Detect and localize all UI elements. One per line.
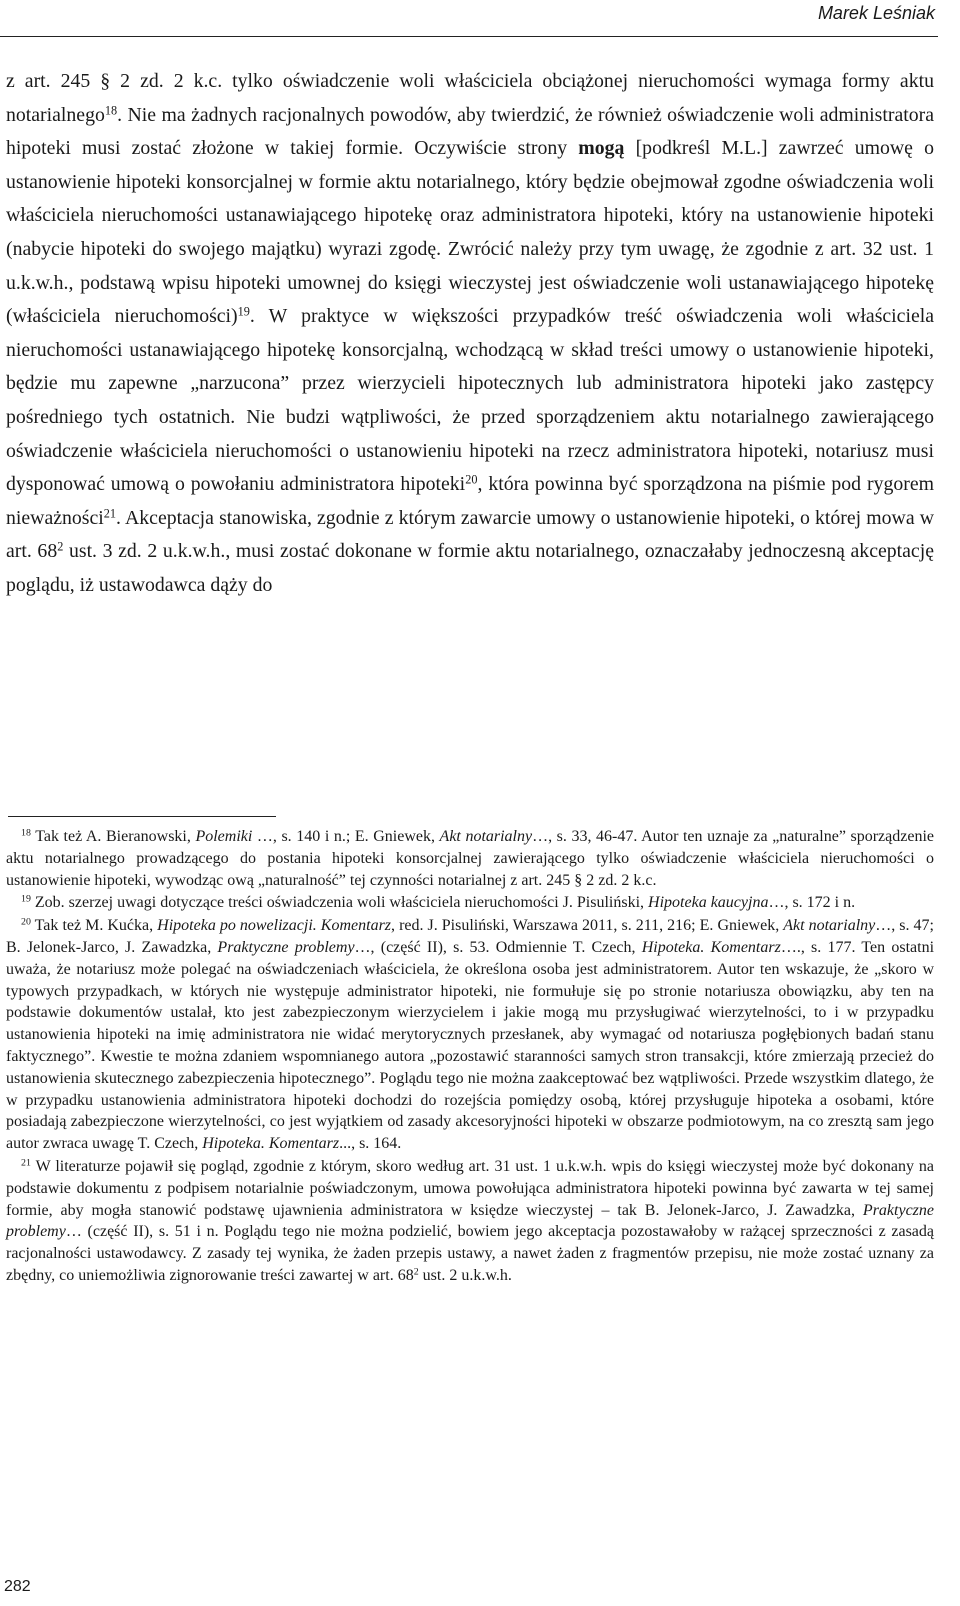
text-run: Zob. szerzej uwagi dotyczące treści oświadczenia woli właściciela nieruchomości J. Pisuliński, xyxy=(30,894,649,912)
footnote-separator xyxy=(8,816,276,817)
footnote-ref-20[interactable]: 20 xyxy=(465,472,478,487)
text-run: [podkreśl M.L.] zawrzeć umowę o ustanowienie hipoteki konsorcjalnej w formie aktu notarialnego, który będzie obejmował zgodne oświadczenia woli właściciela nieruchomości ustanawiającego hipotekę oraz administratora hipoteki, który na ustanowienie hipoteki (nabycie hipoteki do swojego majątku) wyrazi zgodę. Zwrócić należy przy tym uwagę, że zgodnie z art. 32 ust. 1 u.k.w.h., podstawą wpisu hipoteki umownej do księgi wieczystej jest oświadczenie woli ustanawiającego hipotekę (właściciela nieruchomości) xyxy=(6,137,934,328)
text-run: , red. J. Pisuliński, Warszawa 2011, s. 211, 216; E. Gniewek, xyxy=(391,917,784,935)
text-run: …, (część II), s. 53. Odmiennie T. Czech, xyxy=(354,938,642,956)
footnote-number: 18 xyxy=(21,827,31,839)
text-run: W literaturze pojawił się pogląd, zgodnie z którym, skoro według art. 31 ust. 1 u.k.w.h. wpis do księgi wieczystej może być dokonany na podstawie dokumentu z podpisem notarialnie poświadczonym, umowa powołująca administratora hipoteki powinna być zawarta w tej samej formie, aby mogła stanowić podstawę ujawnienia administratora w księdze wieczystej – tak B. Jelonek-Jarco, J. Zawadzka, xyxy=(6,1157,934,1219)
citation-title: Hipoteka. Komentarz xyxy=(202,1135,340,1153)
emphasis-bold: mogą xyxy=(578,137,625,160)
superscript: 2 xyxy=(57,539,64,554)
footnote-number: 19 xyxy=(21,893,31,905)
text-run: …., s. 177. Ten ostatni uważa, że notariusz może polegać na oświadczeniach właściciela, że określona osoba jest administratorem. Autor ten wskazuje, że „skoro w typowych przypadkach, w których nie występuje administrator hipoteki, nie formułuje się po stronie notariusza obowiązku, aby ten na podstawie dokumentów ustalał, kto jest zabezpieczonym wierzycielem i jakie mogą mu przysługiwać wierzytelności, to i w przypadku ustanowienia hipoteki na imię administratora nie widać merytorycznych przesłanek, aby wymagać od notariusza pogłębionych badań stanu faktycznego”. Kwestie te można zdaniem wspomnianego autora „pozostawić staranności samych stron transakcji, które zmierzają przecież do ustanowienia skutecznego zabezpieczenia hipotecznego”. Poglądu tego nie można zaakceptować bez wątpliwości. Przede wszystkim dlatego, że w przypadku ustanowienia administratora hipoteki dochodzi do rozejścia pomiędzy osobą, której przysługuje hipoteka a osobami, które posiadają zabezpieczone wierzytelności, co jest wyjątkiem od zasady akcesoryjności hipoteki w obszarze podmiotowym, na co zresztą sam jego autor zwraca uwagę T. Czech, xyxy=(6,938,935,1153)
footnote-20 xyxy=(6,915,934,1155)
citation-title: Polemiki xyxy=(195,828,253,845)
footnote-18 xyxy=(6,826,934,891)
text-run: …, s. 140 i n.; E. Gniewek, xyxy=(252,828,440,845)
text-run: . Nie ma żadnych racjonalnych powodów, aby twierdzić, że również oświadczenie woli administratora hipoteki musi zostać złożone w takiej formie. Oczywiście strony xyxy=(6,103,934,160)
citation-title: Hipoteka kaucyjna xyxy=(648,894,769,912)
text-run: …, s. 172 i n. xyxy=(768,894,856,912)
footnote-number: 21 xyxy=(21,1157,31,1169)
text-run: … (część II), s. 51 i n. Poglądu tego nie można podzielić, bowiem jego akceptacja pozostawałoby w rażącej sprzeczności z zasadą racjonalności ustawodawcy. Z zasady tej wynika, że żaden przepis ustawy, a nawet żaden z fragmentów przepisu, nie może zostać uznany za zbędny, co uniemożliwia zignorowanie treści zawartej w art. 68 xyxy=(6,1223,934,1284)
citation-title: Hipoteka po nowelizacji. Komentarz xyxy=(157,917,392,935)
text-run: Tak też M. Kućka, xyxy=(30,917,158,935)
footnote-number: 20 xyxy=(21,916,31,928)
text-run: …, s. 33, 46-47. Autor ten uznaje za „naturalne” sporządzenie aktu notarialnego prowadzącego do postania hipoteki konsorcjalnej zawierającego tylko oświadczenie właściciela nieruchomości o ustanowienie hipoteki, wywodząc ową „naturalność” tej czynności notarialnej z art. 245 § 2 zd. 2 k.c. xyxy=(6,828,934,889)
footnotes xyxy=(6,826,934,1287)
main-paragraph xyxy=(6,65,934,603)
text-run: , która powinna być sporządzona na piśmie pod rygorem nieważności xyxy=(6,473,934,529)
running-header xyxy=(0,0,935,34)
text-run: …, s. 47; B. Jelonek-Jarco, J. Zawadzka, xyxy=(6,917,935,956)
main-text xyxy=(6,65,934,603)
footnote-19 xyxy=(6,892,934,914)
citation-title: Praktyczne problemy xyxy=(6,1201,934,1241)
citation-title: Akt notarialny xyxy=(783,917,876,935)
citation-title: Praktyczne problemy xyxy=(217,938,355,956)
citation-title: Hipoteka. Komentarz xyxy=(641,938,781,956)
text-run: ust. 3 zd. 2 u.k.w.h., musi zostać dokonane w formie aktu notarialnego, oznaczałaby jednoczesną akceptację poglądu, iż ustawodawca dąży do xyxy=(6,540,934,596)
text-run: ..., s. 164. xyxy=(339,1135,402,1153)
citation-title: Akt notarialny xyxy=(439,828,533,845)
text-run: ust. 2 u.k.w.h. xyxy=(418,1266,512,1284)
text-run: . W praktyce w większości przypadków treść oświadczenia woli właściciela nieruchomości ustanawiającego hipotekę konsorcjalną, wchodzącą w skład treści umowy o ustanowienie hipoteki, będzie mu zapewne „narzucona” przez wierzycieli hipotecznych lub administratora hipoteki jako zastępcy pośredniego tych ostatnich. Nie budzi wątpliwości, że przed sporządzeniem aktu notarialnego zawierającego oświadczenie właściciela nieruchomości o ustanowieniu hipoteki na rzecz administratora hipoteki, notariusz musi dysponować umową o powołaniu administratora hipoteki xyxy=(6,305,935,496)
page-number: 282 xyxy=(4,1578,31,1595)
text-run: . Akceptacja stanowiska, zgodnie z którym zawarcie umowy o ustanowienie hipoteki, o której mowa w art. 68 xyxy=(6,506,934,563)
footnote-ref-19[interactable]: 19 xyxy=(237,304,250,319)
header-rule xyxy=(0,36,938,37)
footnote-ref-21[interactable]: 21 xyxy=(103,505,117,520)
text-run: Tak też A. Bieranowski, xyxy=(30,828,196,845)
text-run: z art. 245 § 2 zd. 2 k.c. tylko oświadczenie woli właściciela obciążonej nieruchomości wymaga formy aktu notarialnego xyxy=(6,70,934,126)
superscript: 2 xyxy=(413,1266,419,1278)
footnote-ref-18[interactable]: 18 xyxy=(104,102,118,117)
footnote-21 xyxy=(6,1156,934,1287)
header-author: Marek Leśniak xyxy=(817,3,935,23)
